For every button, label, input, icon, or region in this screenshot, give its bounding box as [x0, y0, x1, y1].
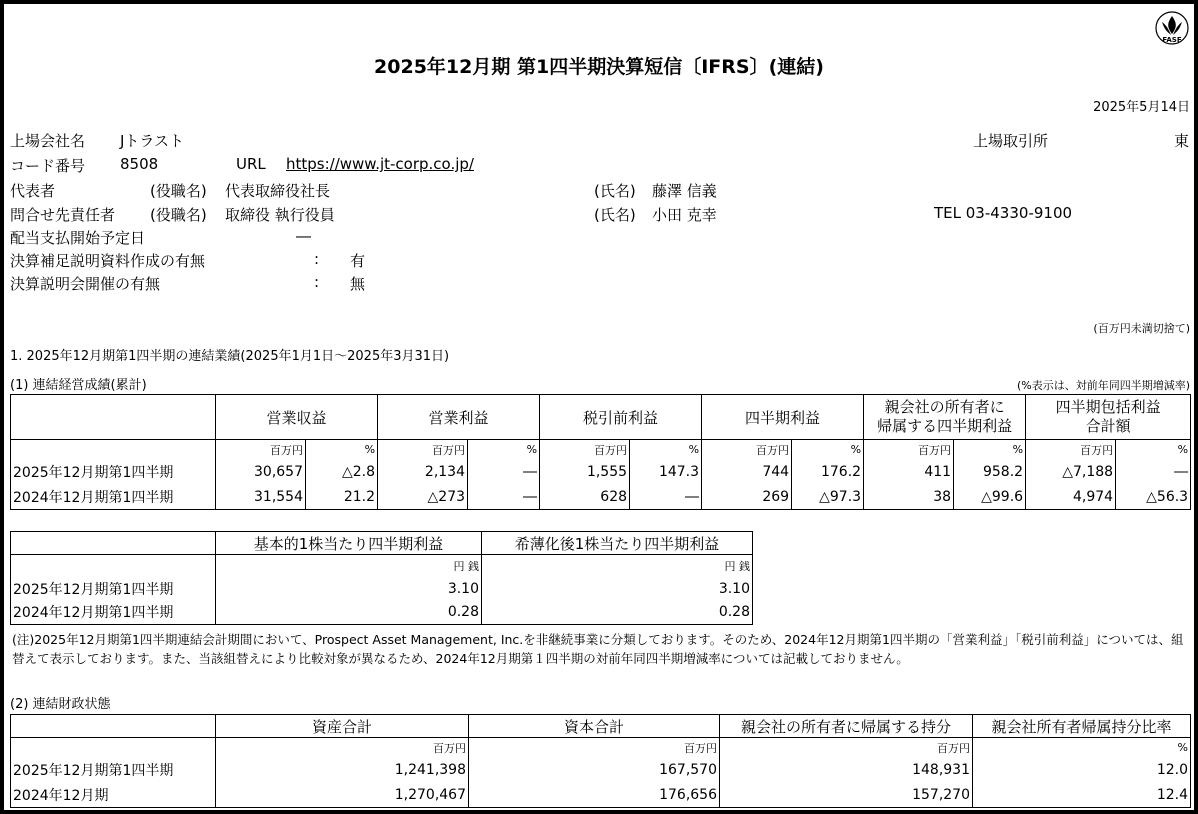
value-cell: 3.10: [216, 577, 482, 601]
unit-row: [11, 738, 1191, 758]
unit-yen-sen: 円 銭: [482, 555, 753, 577]
unit-blank: [11, 440, 216, 460]
unit-million: 百万円: [1026, 440, 1116, 460]
rep-name-label: (氏名): [594, 182, 636, 200]
row-label: 2024年12月期第1四半期: [11, 601, 216, 625]
value-cell: △273: [378, 485, 468, 510]
value-cell: 176.2: [792, 460, 864, 485]
row-label: 2025年12月期第1四半期: [11, 460, 216, 485]
table-header-row: [11, 715, 1191, 738]
financial-position-table: [10, 714, 1191, 808]
table-row: [11, 460, 1191, 485]
fasf-logo-icon: [1154, 10, 1190, 50]
value-cell: 1,270,467: [216, 783, 469, 808]
value-cell: 30,657: [216, 460, 306, 485]
briefing-value: 無: [350, 275, 366, 293]
contact-title-value: 取締役 執行役員: [225, 206, 335, 224]
value-cell: 958.2: [954, 460, 1026, 485]
subsection1-title: (1) 連結経営成績(累計): [10, 378, 147, 393]
report-title: 2025年12月期 第1四半期決算短信〔IFRS〕(連結): [374, 56, 824, 78]
table-row: [11, 485, 1191, 510]
dividend-value: ―: [296, 227, 311, 245]
header-diluted-eps: 希薄化後1株当たり四半期利益: [482, 532, 753, 555]
unit-percent: %: [306, 440, 378, 460]
company-url-link[interactable]: https://www.jt-corp.co.jp/: [286, 155, 474, 173]
unit-million: 百万円: [540, 440, 630, 460]
table-row: [11, 601, 753, 625]
value-cell: 0.28: [482, 601, 753, 625]
header-blank: [11, 532, 216, 555]
rep-title-value: 代表取締役社長: [225, 182, 331, 200]
report-date: 2025年5月14日: [1093, 100, 1190, 115]
svg-text:FASF: FASF: [1162, 36, 1182, 44]
value-cell: 148,931: [720, 758, 973, 783]
header-total-equity: 資本合計: [469, 715, 720, 738]
value-cell: 3.10: [482, 577, 753, 601]
table-header-row: [11, 532, 753, 555]
value-cell: 1,555: [540, 460, 630, 485]
header-owners-equity: 親会社の所有者に帰属する持分: [720, 715, 973, 738]
contact-name-value: 小田 克幸: [652, 206, 717, 224]
value-cell: △7,188: [1026, 460, 1116, 485]
value-cell: 167,570: [469, 758, 720, 783]
header-equity-ratio: 親会社所有者帰属持分比率: [973, 715, 1191, 738]
header-blank: [11, 395, 216, 440]
value-cell: 4,974: [1026, 485, 1116, 510]
unit-million: 百万円: [702, 440, 792, 460]
header-blank: [11, 715, 216, 738]
contact-name-label: (氏名): [594, 206, 636, 224]
value-cell: 269: [702, 485, 792, 510]
table-header-row: [11, 395, 1191, 440]
value-cell: ―: [468, 460, 540, 485]
unit-percent: %: [973, 738, 1191, 758]
header-operating-revenue: 営業収益: [216, 395, 378, 440]
code-label: コード番号: [10, 157, 86, 175]
header-pretax-profit: 税引前利益: [540, 395, 702, 440]
subsection2-title: (2) 連結財政状態: [10, 697, 111, 712]
header-quarterly-profit: 四半期利益: [702, 395, 864, 440]
value-cell: 176,656: [469, 783, 720, 808]
contact-title-label: (役職名): [150, 206, 207, 224]
unit-percent: %: [468, 440, 540, 460]
header-basic-eps: 基本的1株当たり四半期利益: [216, 532, 482, 555]
listed-company-label: 上場会社名: [10, 132, 86, 150]
header-comprehensive-line2: 合計額: [1085, 417, 1131, 435]
header-operating-profit: 営業利益: [378, 395, 540, 440]
header-owners-profit-line2: 帰属する四半期利益: [877, 417, 1013, 435]
unit-yen-sen: 円 銭: [216, 555, 482, 577]
rep-name-value: 藤澤 信義: [652, 182, 717, 200]
rounding-note: (百万円未満切捨て): [1093, 322, 1190, 335]
briefing-colon: :: [314, 273, 320, 291]
unit-percent: %: [792, 440, 864, 460]
representative-label: 代表者: [10, 182, 56, 200]
unit-blank: [11, 738, 216, 758]
unit-percent: %: [1116, 440, 1191, 460]
value-cell: 12.4: [973, 783, 1191, 808]
unit-blank: [11, 555, 216, 577]
footnote: (注)2025年12月期第1四半期連結会計期間において、Prospect Asset Management, Inc.を非継続事業に分類しております。そのため、2024年12月期第1四半期の「営業利益」「税引前利益」については、組替えて表示しております。また、当該組替えにより比較対象が異なるため、2024年12月期第１四半期の対前年同四半期増減率については記載しておりません。: [12, 632, 1184, 666]
supplementary-value: 有: [350, 252, 366, 270]
header-total-assets: 資産合計: [216, 715, 469, 738]
table-row: [11, 577, 753, 601]
value-cell: 31,554: [216, 485, 306, 510]
code-value: 8508: [120, 155, 159, 173]
tel-value: TEL 03-4330-9100: [934, 204, 1073, 222]
header-owners-profit-line1: 親会社の所有者に: [884, 398, 1005, 416]
unit-million: 百万円: [216, 440, 306, 460]
value-cell: ―: [630, 485, 702, 510]
value-cell: 12.0: [973, 758, 1191, 783]
table-row: [11, 783, 1191, 808]
url-label: URL: [236, 155, 266, 173]
value-cell: 147.3: [630, 460, 702, 485]
dividend-label: 配当支払開始予定日: [10, 229, 146, 247]
row-label: 2025年12月期第1四半期: [11, 577, 216, 601]
unit-million: 百万円: [864, 440, 954, 460]
unit-percent: %: [630, 440, 702, 460]
value-cell: 0.28: [216, 601, 482, 625]
supplementary-label: 決算補足説明資料作成の有無: [10, 252, 206, 270]
unit-percent: %: [954, 440, 1026, 460]
value-cell: 1,241,398: [216, 758, 469, 783]
operating-results-table: [10, 394, 1191, 510]
value-cell: ―: [1116, 460, 1191, 485]
value-cell: ―: [468, 485, 540, 510]
subsection1-note: (%表示は、対前年同四半期増減率): [1016, 379, 1190, 392]
value-cell: 21.2: [306, 485, 378, 510]
exchange-label: 上場取引所: [973, 132, 1049, 150]
unit-million: 百万円: [216, 738, 469, 758]
table-row: [11, 758, 1191, 783]
header-owners-profit: [864, 395, 1026, 440]
supplementary-colon: :: [314, 250, 320, 268]
value-cell: 38: [864, 485, 954, 510]
contact-label: 問合せ先責任者: [10, 206, 116, 224]
value-cell: △2.8: [306, 460, 378, 485]
unit-row: [11, 440, 1191, 460]
unit-million: 百万円: [378, 440, 468, 460]
row-label: 2024年12月期: [11, 783, 216, 808]
value-cell: △56.3: [1116, 485, 1191, 510]
section1-title: 1. 2025年12月期第1四半期の連結業績(2025年1月1日～2025年3月31日): [10, 349, 450, 364]
rep-title-label: (役職名): [150, 182, 207, 200]
exchange-value: 東: [1174, 132, 1190, 150]
row-label: 2024年12月期第1四半期: [11, 485, 216, 510]
value-cell: △97.3: [792, 485, 864, 510]
value-cell: 628: [540, 485, 630, 510]
value-cell: 744: [702, 460, 792, 485]
unit-million: 百万円: [720, 738, 973, 758]
value-cell: 411: [864, 460, 954, 485]
value-cell: 2,134: [378, 460, 468, 485]
value-cell: 157,270: [720, 783, 973, 808]
briefing-label: 決算説明会開催の有無: [10, 275, 161, 293]
header-comprehensive-line1: 四半期包括利益: [1055, 398, 1161, 416]
unit-row: [11, 555, 753, 577]
value-cell: △99.6: [954, 485, 1026, 510]
row-label: 2025年12月期第1四半期: [11, 758, 216, 783]
listed-company-value: Jトラスト: [120, 132, 184, 150]
header-comprehensive-income: [1026, 395, 1191, 440]
eps-table: [10, 531, 753, 625]
unit-million: 百万円: [469, 738, 720, 758]
